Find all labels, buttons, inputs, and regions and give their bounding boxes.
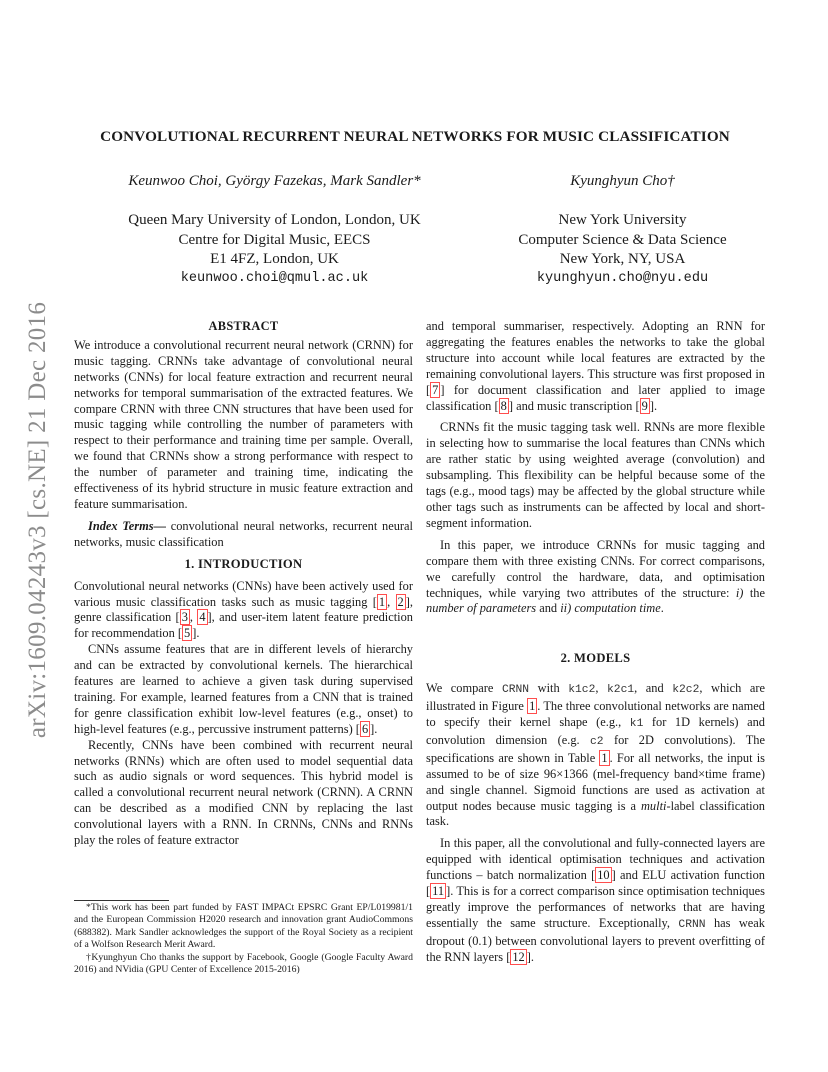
citation-link[interactable]: 2 [397, 594, 404, 609]
index-terms [74, 519, 413, 551]
citation-link[interactable]: 6 [361, 721, 369, 736]
paper-title: CONVOLUTIONAL RECURRENT NEURAL NETWORKS FOR MUSIC CLASSIFICATION [100, 128, 730, 145]
citation-link[interactable]: 12 [512, 949, 525, 964]
abstract-text: We introduce a convolutional recurrent neural network (CRNN) for music tagging. CRNNs take advantage of convolutional neural networks (CNNs) for local feature extraction and recurrent neural networks for temporal summarisation of the extracted features. We compare CRNN with three CNN structures that have been used for music tagging while controlling the number of parameters with respect to their performance and training time per sample. Overall, we found that CRNNs show a strong performance with respect to the number of parameter and training time, indicating the effectiveness of its hybrid structure in music feature extraction and feature summarisation. [74, 337, 413, 511]
affiliation-line: Centre for Digital Music, EECS [178, 231, 371, 248]
affiliation-line: E1 4FZ, London, UK [210, 250, 339, 267]
intro-paragraph-4: and temporal summariser, respectively. Adopting an RNN for aggregating the features enables the networks to take the global structure into account while local features are extracted by the remaining convolutional layers. This structure was first proposed in [ 7 ] for document classification and later applied to image classification [ 8 ] and music transcription [ 9 ]. [426, 319, 765, 413]
citation-link[interactable]: 7 [432, 382, 439, 397]
citation-link[interactable]: 1 [378, 594, 386, 609]
intro-paragraph-2: CNNs assume features that are in different levels of hierarchy and can be extracted by convolutional kernels. The hierarchical features are learned to achieve a given task during supervised training. For example, learned features from a CNN that is trained for genre classification exhibit low-level features (e.g., onset) to high-level features (e.g., percussive instrument patterns) [ 6 ]. [74, 642, 413, 736]
intro-paragraph-1: Convolutional neural networks (CNNs) have been actively used for various music classification tasks such as music tagging [ 1 , 2 ], genre classification [ 3 , 4 ], and user-item latent feature prediction for recommendation [ 5 ]. [74, 578, 413, 641]
citation-link[interactable]: 3 [181, 610, 188, 625]
author-email-right: kyunghyun.cho@nyu.edu [536, 271, 709, 287]
citation-link[interactable]: 10 [597, 868, 610, 883]
citation-link[interactable]: 5 [184, 626, 191, 641]
affiliation-line: New York, NY, USA [559, 250, 686, 267]
footnote-divider [74, 900, 169, 901]
footnote-cho: †Kyunghyun Cho thanks the support by Facebook, Google (Google Faculty Award 2016) and NVidia (GPU Center of Excellence 2015-2016) [74, 951, 413, 976]
section-heading-models: 2. MODELS [560, 651, 631, 666]
author-email-left: keunwoo.choi@qmul.ac.uk [180, 271, 369, 287]
citation-link[interactable]: 9 [641, 398, 648, 413]
figure-link[interactable]: 1 [529, 699, 536, 714]
model-name: k1c2 [568, 684, 596, 697]
intro-paragraph-3: Recently, CNNs have been combined with recurrent neural networks (RNNs) which are often used to model sequential data such as audio signals or word sequences. This hybrid model is called a convolutional recurrent neural network (CRNN). A CRNN can be described as a modified CNN by replacing the last convolutional layers with a RNN. In CRNNs, CNNs and RNNs play the roles of feature extractor [74, 737, 413, 848]
footnotes [74, 902, 413, 976]
affiliation-line: Computer Science & Data Science [518, 231, 727, 248]
author-names-right: Kyunghyun Cho† [570, 173, 675, 189]
arxiv-stamp [26, 285, 50, 755]
model-name: CRNN [501, 684, 530, 697]
intro-paragraph-6: In this paper, we introduce CRNNs for music tagging and compare them with three existing CNNs. For correct comparisons, we carefully control the hardware, data, and optimisation techniques, while varying two attributes of the structure: i) the number of parameters and ii) computation time. [426, 537, 765, 616]
models-paragraph-2: In this paper, all the convolutional and fully-connected layers are equipped with identical optimisation techniques and activation functions – batch normalization [ 10 ] and ELU activation function [ 11 ]. This is for a correct comparison since optimisation techniques greatly improve the performances of networks that are having essentially the same structure. Exceptionally, CRNN has weak dropout (0.1) between convolutional layers to prevent overfitting of the RNN layers [ 12 ]. [426, 836, 765, 964]
models-paragraph-1: We compare CRNN with k1c2, k2c1, and k2c2, which are illustrated in Figure 1 . The three convolutional networks are named to specify their kernel shape (e.g., k1 for 1D kernels) and convolution dimension (e.g. c2 for 2D convolutions). The specifications are shown in Table 1 . For all networks, the input is assumed to be of size 96×1366 (mel-frequency band×time frame) and single channel. Sigmoid functions are used as activation at output nodes because music tagging is a multi-label classification task. [426, 681, 766, 829]
model-name: k2c2 [672, 684, 700, 697]
author-names-left: Keunwoo Choi, György Fazekas, Mark Sandler* [128, 173, 421, 189]
affiliation-line: New York University [558, 212, 687, 229]
citation-link[interactable]: 8 [500, 398, 507, 413]
intro-paragraph-5: CRNNs fit the music tagging task well. RNNs are more flexible in selecting how to summarise the local features than CNNs which are rather static by using weighted average (convolution) and subsampling. This flexibility can be helpful because some of the tags (e.g., mood tags) may be affected by the global structure while other tags such as instruments can be affected by local and short-segment information. [426, 420, 765, 530]
citation-link[interactable]: 4 [199, 610, 206, 625]
section-heading-introduction: 1. INTRODUCTION [184, 556, 303, 571]
citation-link[interactable]: 11 [432, 884, 445, 899]
model-name: CRNN [678, 918, 706, 931]
index-terms-text: convolutional neural networks, recurrent neural networks, music classification [74, 518, 413, 549]
footnote-funding: *This work has been part funded by FAST IMPACt EPSRC Grant EP/L019981/1 and the European Commission H2020 research and innovation grant AudioCommons (688382). Mark Sandler acknowledges the support of the Royal Society as a recipient of a Wolfson Research Merit Award. [74, 902, 413, 951]
index-terms-label: Index Terms— [88, 518, 166, 533]
model-name: k2c1 [607, 684, 635, 697]
arxiv-stamp-text: arXiv:1609.04243v3 [cs.NE] 21 Dec 2016 [24, 301, 52, 739]
table-link[interactable]: 1 [601, 750, 608, 765]
abstract-heading: ABSTRACT [208, 319, 279, 333]
author-block-right [452, 172, 793, 288]
author-block-left [70, 172, 479, 288]
left-column [74, 319, 413, 849]
affiliation-line: Queen Mary University of London, London, UK [128, 212, 421, 229]
right-column [426, 319, 765, 966]
